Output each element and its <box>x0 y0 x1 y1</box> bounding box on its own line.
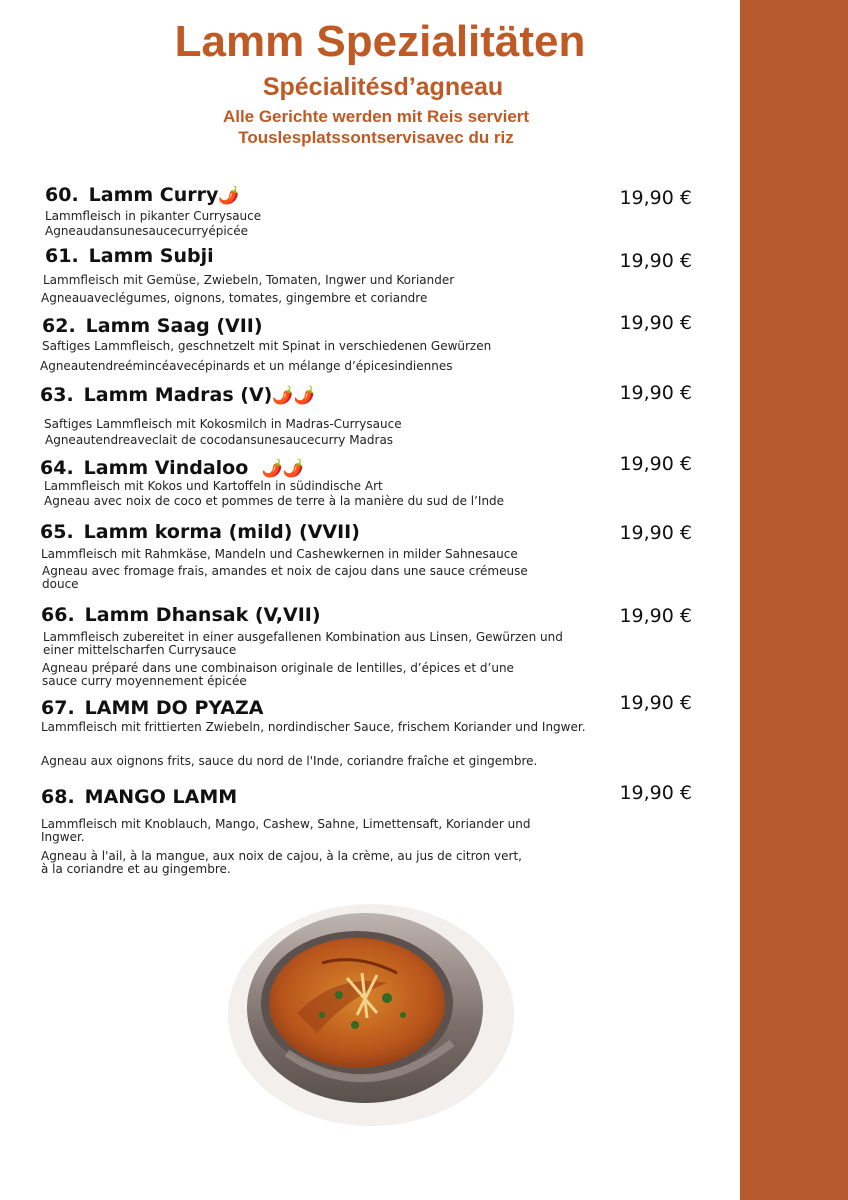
dish-title-65 <box>40 520 360 544</box>
dish-name: Lamm Vindaloo <box>83 457 249 479</box>
page-subtitle: Spécialitésd’agneau <box>262 73 504 101</box>
dish-name: MANGO LAMM <box>84 786 238 808</box>
dish-number: 62. <box>42 315 76 337</box>
dish-price-67: 19,90 € <box>619 692 692 714</box>
page-title: Lamm Spezialitäten <box>174 17 586 66</box>
dish-title-63 <box>40 383 315 408</box>
dish-title-68 <box>41 785 237 809</box>
dish-name: Lamm Subji <box>88 245 214 267</box>
dish-number: 68. <box>41 786 75 808</box>
dish-title-60 <box>45 183 240 208</box>
dish-price-60: 19,90 € <box>619 187 692 209</box>
dish-desc-fr-61: Agneauaveclégumes, oignons, tomates, gingembre et coriandre <box>41 291 428 305</box>
dish-desc-de-67: Lammfleisch mit frittierten Zwiebeln, nordindischer Sauce, frischem Koriander und Ingwer. <box>41 720 586 734</box>
rice-note-de: Alle Gerichte werden mit Reis serviert <box>222 107 530 126</box>
dish-desc-de-64: Lammfleisch mit Kokos und Kartoffeln in südindische Art <box>44 479 383 493</box>
dish-desc-de-65: Lammfleisch mit Rahmkäse, Mandeln und Cashewkernen in milder Sahnesauce <box>41 547 518 561</box>
chili-icon: 🌶️🌶️ <box>272 386 315 406</box>
chili-icon: 🌶️ <box>218 186 240 206</box>
dish-number: 63. <box>40 384 74 406</box>
dish-name: Lamm Saag (VII) <box>85 315 263 337</box>
dish-number: 65. <box>40 521 74 543</box>
dish-price-66: 19,90 € <box>619 605 692 627</box>
dish-number: 67. <box>41 697 75 719</box>
dish-name: LAMM DO PYAZA <box>84 697 264 719</box>
dish-title-67 <box>41 696 264 720</box>
dish-desc-de-62: Saftiges Lammfleisch, geschnetzelt mit Spinat in verschiedenen Gewürzen <box>42 339 492 353</box>
dish-price-62: 19,90 € <box>619 312 692 334</box>
dish-desc-fr-68: Agneau à l'ail, à la mangue, aux noix de cajou, à la crème, au jus de citron vert, à la coriandre et au gingembre. <box>41 849 522 876</box>
dish-price-68: 19,90 € <box>619 782 692 804</box>
curry-bowl-image <box>227 903 515 1128</box>
dish-price-65: 19,90 € <box>619 522 692 544</box>
dish-name: Lamm korma (mild) (VVII) <box>83 521 360 543</box>
dish-name: Lamm Dhansak (V,VII) <box>84 604 321 626</box>
decorative-side-bar <box>740 0 848 1200</box>
dish-desc-de-68: Lammfleisch mit Knoblauch, Mango, Cashew, Sahne, Limettensaft, Koriander und Ingwer. <box>41 817 531 844</box>
dish-title-62 <box>42 314 263 338</box>
rice-note-fr: Touslesplatssontservisavec du riz <box>238 128 514 147</box>
dish-title-61 <box>45 244 214 268</box>
dish-price-64: 19,90 € <box>619 453 692 475</box>
dish-price-61: 19,90 € <box>619 250 692 272</box>
dish-number: 61. <box>45 245 79 267</box>
dish-desc-fr-60: Agneaudansunesaucecurryépicée <box>45 224 249 238</box>
dish-number: 60. <box>45 184 79 206</box>
dish-number: 64. <box>40 457 74 479</box>
dish-desc-fr-63: Agneautendreaveclait de cocodansunesaucecurry Madras <box>45 433 394 447</box>
dish-desc-fr-62: Agneautendreémincéavecépinards et un mélange d’épicesindiennes <box>40 359 453 373</box>
dish-desc-fr-67: Agneau aux oignons frits, sauce du nord de l'Inde, coriandre fraîche et gingembre. <box>41 754 538 768</box>
dish-desc-de-63: Saftiges Lammfleisch mit Kokosmilch in Madras-Currysauce <box>44 417 402 431</box>
dish-desc-fr-65: Agneau avec fromage frais, amandes et noix de cajou dans une sauce crémeuse douce <box>42 564 528 591</box>
chili-icon: 🌶️🌶️ <box>261 459 304 479</box>
dish-desc-de-60: Lammfleisch in pikanter Currysauce <box>45 209 262 223</box>
dish-desc-fr-66: Agneau préparé dans une combinaison originale de lentilles, d’épices et d’une sauce curry moyennement épicée <box>42 661 514 688</box>
dish-desc-de-61: Lammfleisch mit Gemüse, Zwiebeln, Tomaten, Ingwer und Koriander <box>43 273 455 287</box>
dish-desc-de-66: Lammfleisch zubereitet in einer ausgefallenen Kombination aus Linsen, Gewürzen und einer mittelscharfen Currysauce <box>43 630 563 657</box>
dish-desc-fr-64: Agneau avec noix de coco et pommes de terre à la manière du sud de l’Inde <box>44 494 505 508</box>
dish-number: 66. <box>41 604 75 626</box>
dish-price-63: 19,90 € <box>619 382 692 404</box>
dish-title-66 <box>41 603 321 627</box>
dish-title-64 <box>40 456 304 481</box>
dish-name: Lamm Madras (V) <box>83 384 273 406</box>
dish-name: Lamm Curry <box>88 184 219 206</box>
